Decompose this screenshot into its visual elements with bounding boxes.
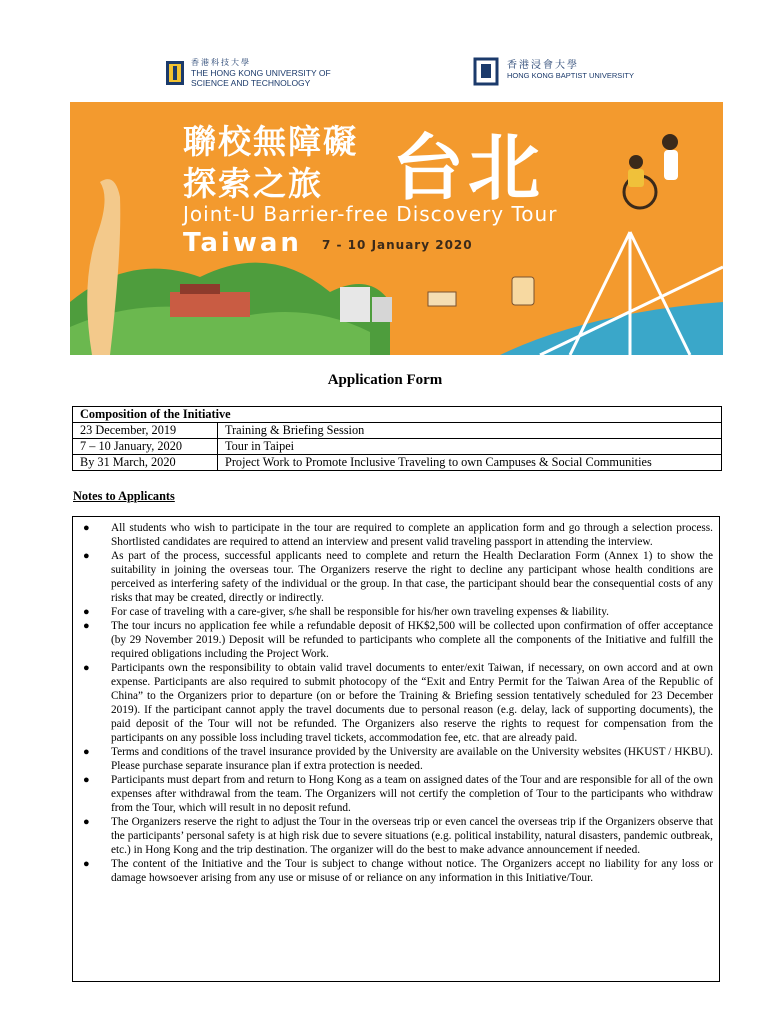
table-row <box>73 423 722 439</box>
note-text: The Organizers reserve the right to adjust the Tour in the overseas trip or even cancel the overseas trip if the Organizers observe that the participants’ personal safety is at high risk due to severe situations (e.g. political instability, natural disasters, pandemic outbreak, etc.) in Hong Kong and the trip destination. The organizer will do the best to make advance announcement if needed. <box>111 816 713 856</box>
note-text: The tour incurs no application fee while a refundable deposit of HK$2,500 will be collected upon confirmation of offer acceptance (by 29 November 2019.) Deposit will be refunded to participants who complete all the components of the Initiative and fulfill the required obligations including the Project Work. <box>111 620 713 660</box>
list-item <box>83 605 713 619</box>
hkust-name-line2: SCIENCE AND TECHNOLOGY <box>191 78 311 88</box>
row-item: Tour in Taipei <box>218 439 722 455</box>
tour-banner <box>70 102 723 355</box>
table-header-row <box>73 407 722 423</box>
note-text: All students who wish to participate in the tour are required to complete an application form and go through a selection process. Shortlisted candidates are required to attend an interview and present valid traveling passport in attending the interview. <box>111 522 713 548</box>
banner-title-cn-line1: 聯校無障礙 <box>183 122 358 161</box>
note-text: For case of traveling with a care-giver, s/he shall be responsible for his/her own traveling expenses & liability. <box>111 606 609 618</box>
bullet-icon: ● <box>83 746 90 758</box>
hkust-logo <box>165 58 331 88</box>
composition-table <box>72 406 722 471</box>
table-row <box>73 455 722 471</box>
note-text: Participants must depart from and return to Hong Kong as a team on assigned dates of the Tour and are responsible for all of the own expenses after withdrawal from the team. The Organizers will not certify the completion of Tour to the participants who withdraw from the Tour, which will result in no deposit refund. <box>111 774 713 814</box>
banner-destination: Taiwan <box>183 228 302 258</box>
list-item <box>83 773 713 815</box>
note-text: The content of the Initiative and the Tour is subject to change without notice. The Organizers accept no liability for any loss or damage howsoever arising from any use or misuse of or reliance on any information in this Initiative/Tour. <box>111 858 713 884</box>
list-item <box>83 857 713 885</box>
composition-heading: Composition of the Initiative <box>73 407 722 423</box>
bullet-icon: ● <box>83 662 90 674</box>
bullet-icon: ● <box>83 620 90 632</box>
banner-city-cn: 台北 <box>392 126 545 210</box>
note-text: Participants own the responsibility to obtain valid travel documents to enter/exit Taiwan, if necessary, on own accord and at own expense. Participants are also required to submit photocopy of the “Exit and Entry Permit for the Taiwan Area of the Republic of China” to the Organizers prior to departure (on or before the Training & Briefing session tentatively scheduled for 23 December 2019). If the participant cannot apply the travel documents due to personal reason (e.g. delay, lack of supporting documents), the paid deposit of the Tour will not be refunded. The Organizers also reserve the rights to request for compensation from the participants on any possible loss including travel tickets, accommodation fee, etc. that are already paid. <box>111 662 713 744</box>
bullet-icon: ● <box>83 522 90 534</box>
hkust-name-cn: 香港科技大學 <box>191 58 251 67</box>
row-item: Project Work to Promote Inclusive Traveling to own Campuses & Social Communities <box>218 455 722 471</box>
table-row <box>73 439 722 455</box>
hkbu-name-en: HONG KONG BAPTIST UNIVERSITY <box>507 71 634 80</box>
notes-box <box>72 516 720 982</box>
notes-list <box>73 517 719 885</box>
banner-title-en: Joint-U Barrier-free Discovery Tour <box>183 202 558 226</box>
row-date: 7 – 10 January, 2020 <box>73 439 218 455</box>
note-text: Terms and conditions of the travel insurance provided by the University are available on the University websites (HKUST / HKBU). Please purchase separate insurance plan if extra protection is needed. <box>111 746 713 772</box>
hkbu-book-icon <box>473 56 501 86</box>
notes-heading: Notes to Applicants <box>73 489 175 503</box>
hkust-name-line1: THE HONG KONG UNIVERSITY OF <box>191 68 331 78</box>
bullet-icon: ● <box>83 858 90 870</box>
list-item <box>83 661 713 745</box>
list-item <box>83 549 713 605</box>
list-item <box>83 745 713 773</box>
list-item <box>83 619 713 661</box>
hkbu-logo <box>473 56 634 86</box>
list-item <box>83 521 713 549</box>
row-date: 23 December, 2019 <box>73 423 218 439</box>
list-item <box>83 815 713 857</box>
hkust-crest-icon <box>165 60 185 86</box>
bullet-icon: ● <box>83 550 90 562</box>
bullet-icon: ● <box>83 774 90 786</box>
row-date: By 31 March, 2020 <box>73 455 218 471</box>
bullet-icon: ● <box>83 606 90 618</box>
row-item: Training & Briefing Session <box>218 423 722 439</box>
hkbu-name-cn: 香港浸會大學 <box>507 60 579 71</box>
page-title: Application Form <box>327 372 443 388</box>
note-text: As part of the process, successful applicants need to complete and return the Health Declaration Form (Annex 1) to show the suitability in joining the overseas tour. The Organizers reserve the right to decline any participant whose health conditions are perceived as interfering safety of the individual or the group. In that case, the participant should bear the consequential costs of any risks that may be created, directly or indirectly. <box>111 550 713 604</box>
banner-title-cn-line2: 探索之旅 <box>183 164 323 203</box>
banner-dates: 7 - 10 January 2020 <box>322 238 473 252</box>
bullet-icon: ● <box>83 816 90 828</box>
